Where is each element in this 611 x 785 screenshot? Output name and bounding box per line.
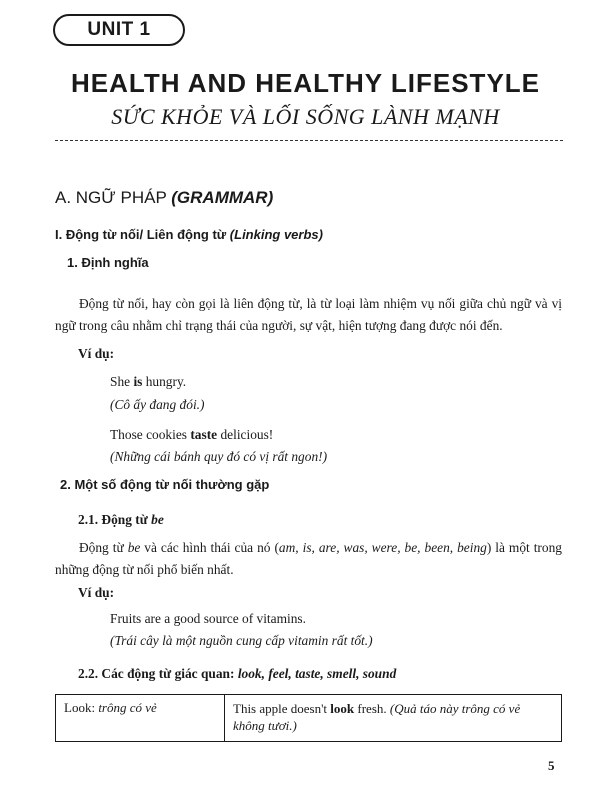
example-translation-1: (Cô ấy đang đói.) [110,397,205,412]
section-heading-grammar: A. NGỮ PHÁP (GRAMMAR) [55,188,274,207]
heading-common-linking-verbs: 2. Một số động từ nối thường gặp [60,477,270,492]
example-sentence-3: Fruits are a good source of vitamins. [110,611,306,626]
heading-definition: 1. Định nghĩa [67,255,149,270]
example-label-1: Ví dụ: [78,346,115,361]
page-title: HEALTH AND HEALTHY LIFESTYLE [70,68,541,98]
subheading-sense-verbs: 2.2. Các động từ giác quan: look, feel, taste, smell, sound [78,666,397,681]
example-label-2: Ví dụ: [78,585,115,600]
example-translation-3: (Trái cây là một nguồn cung cấp vitamin rất tốt.) [110,633,373,648]
heading-linking-verbs: I. Động từ nối/ Liên động từ (Linking verbs) [55,227,323,242]
table-cell-verb: Look: trông có vẻ [56,695,225,741]
subheading-verb-be: 2.1. Động từ be [78,512,164,527]
definition-paragraph: Động từ nối, hay còn gọi là liên động từ, là từ loại làm nhiệm vụ nối giữa chủ ngữ và vị ngữ trong câu nhằm chỉ trạng thái của người, sự vật, hiện tượng đang được nói đến. [55,296,562,333]
table-cell-example: This apple doesn't look fresh. (Quả táo này trông có vẻ không tươi.) [233,701,521,733]
unit-badge: UNIT 1 [53,14,185,46]
example-sentence-2: Those cookies taste delicious! [110,427,274,442]
page-number: 5 [548,758,555,773]
title-divider [55,140,563,141]
sense-verb-table [55,694,562,742]
page-subtitle: SỨC KHỎE VÀ LỐI SỐNG LÀNH MẠNH [111,104,500,129]
verb-be-paragraph: Động từ be và các hình thái của nó (am, is, are, was, were, be, been, being) là một trong những động từ nối phổ biến nhất. [55,540,562,577]
example-translation-2: (Những cái bánh quy đó có vị rất ngon!) [110,449,328,464]
example-sentence-1: She is hungry. [110,374,187,389]
